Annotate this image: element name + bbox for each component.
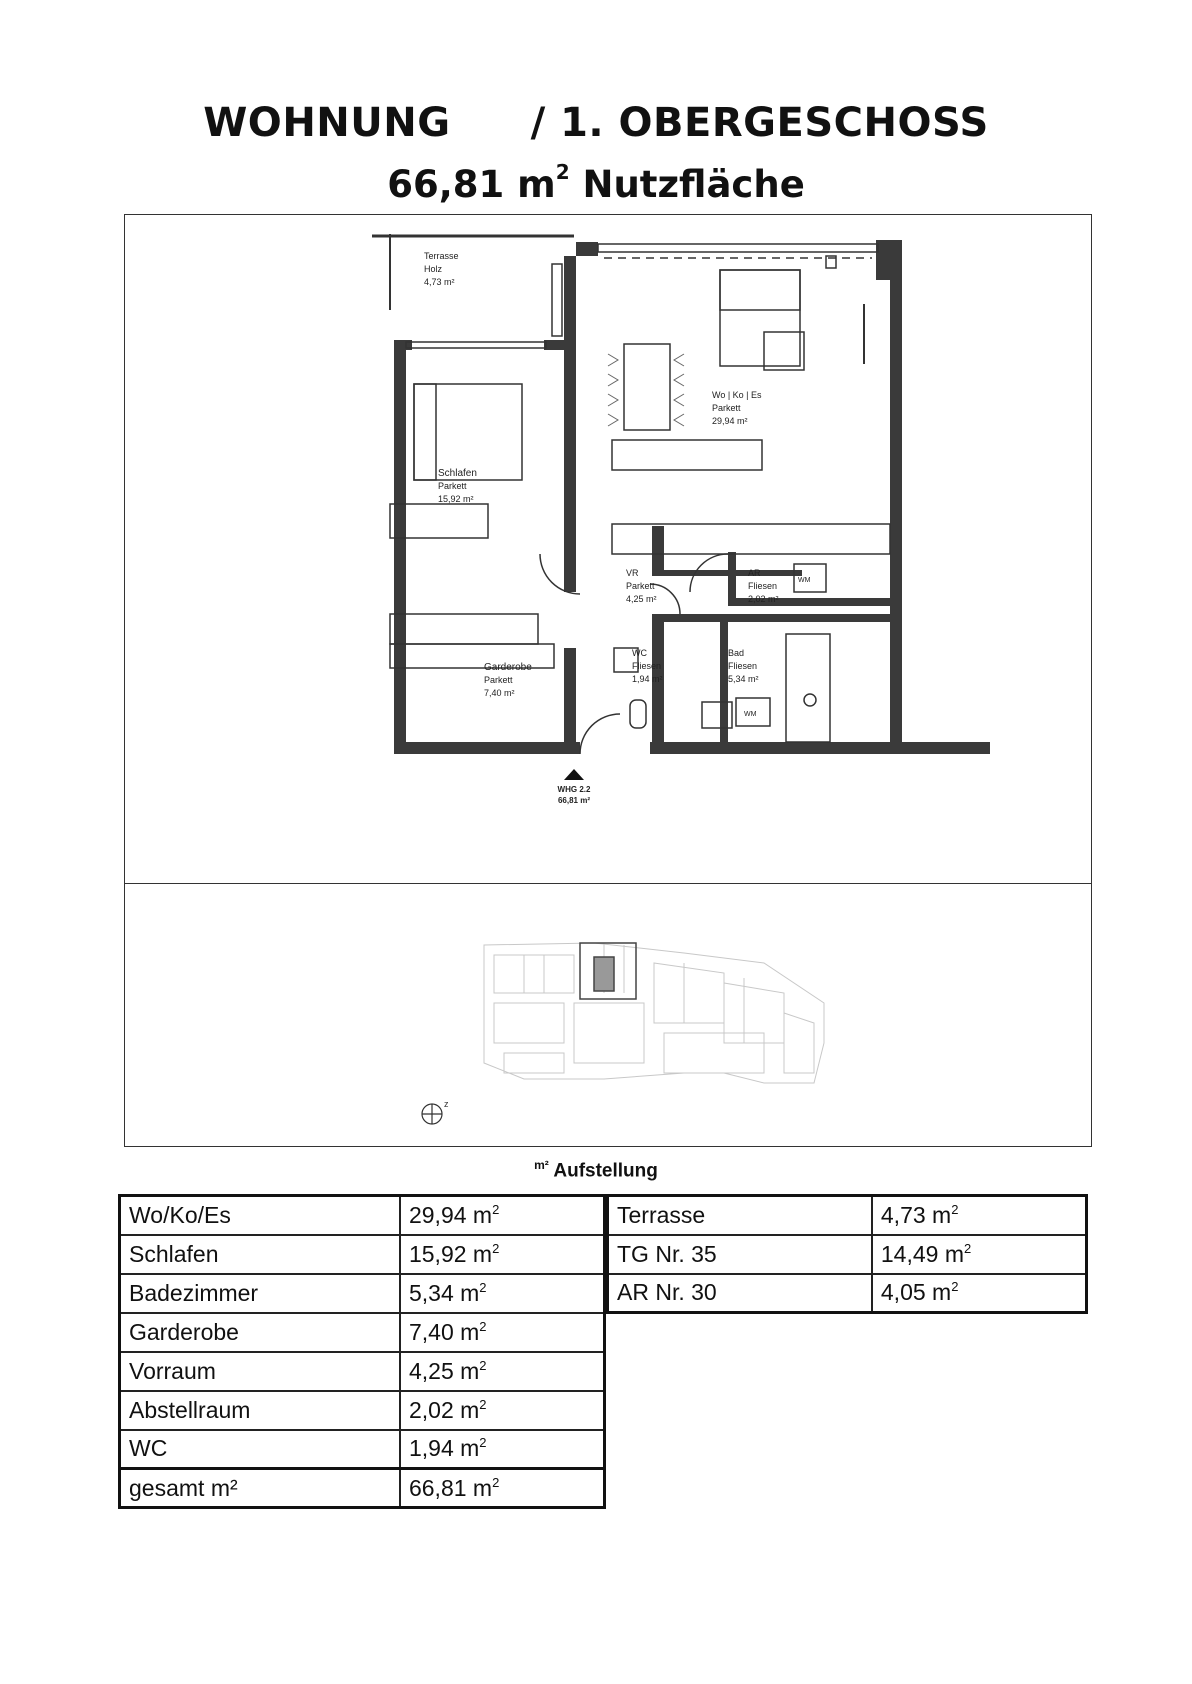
row-value: 14,49 $m^2$ bbox=[872, 1235, 1087, 1274]
room-garderobe-area: 7,40 m² bbox=[484, 688, 515, 698]
room-bad-name: Bad bbox=[728, 648, 745, 658]
aufstellung-heading bbox=[0, 1158, 1192, 1182]
room-garderobe-name: Garderobe bbox=[484, 662, 532, 673]
row-label: Wo/Ko/Es bbox=[120, 1196, 400, 1235]
area-table-right bbox=[606, 1194, 1088, 1314]
kitchen-island bbox=[612, 440, 762, 470]
shower-drain bbox=[804, 694, 816, 706]
wall-south-right bbox=[650, 742, 990, 754]
aufstellung-heading-text: Aufstellung bbox=[553, 1160, 658, 1182]
wm-label-bad: WM bbox=[744, 711, 757, 718]
room-wokoes-area: 29,94 m² bbox=[712, 416, 748, 426]
row-label: Abstellraum bbox=[120, 1391, 400, 1430]
unit-area: 66,81 m² bbox=[557, 796, 591, 805]
title-geschoss: / 1. OBERGESCHOSS bbox=[530, 100, 989, 146]
table-row bbox=[120, 1352, 605, 1391]
armchair bbox=[764, 332, 804, 370]
bed bbox=[414, 384, 522, 480]
row-label: Terrasse bbox=[608, 1196, 872, 1235]
wall-center bbox=[564, 256, 576, 592]
wall-ar-west bbox=[728, 552, 736, 604]
table-row bbox=[120, 1430, 605, 1469]
total-row bbox=[120, 1469, 605, 1508]
wall-wc-west bbox=[652, 616, 664, 752]
dining-table bbox=[624, 344, 670, 430]
row-label: Badezimmer bbox=[120, 1274, 400, 1313]
table-row bbox=[120, 1196, 605, 1235]
area-value: 66,81 m bbox=[387, 163, 556, 206]
site-plan-drawing bbox=[124, 883, 1092, 1147]
room-garderobe-floor: Parkett bbox=[484, 675, 513, 685]
chairs-left bbox=[608, 354, 618, 426]
area-sup: 2 bbox=[555, 160, 570, 184]
room-bad-area: 5,34 m² bbox=[728, 674, 759, 684]
sofa bbox=[720, 270, 800, 366]
bed-head bbox=[414, 384, 436, 480]
toilet bbox=[630, 700, 646, 728]
page-title bbox=[0, 100, 1192, 146]
row-label: Schlafen bbox=[120, 1235, 400, 1274]
sofa-back bbox=[720, 270, 800, 310]
wall-west bbox=[394, 344, 406, 752]
room-ar-name: AR bbox=[748, 568, 761, 578]
room-schlafen-area: 15,92 m² bbox=[438, 494, 474, 504]
room-vr-floor: Parkett bbox=[626, 581, 655, 591]
title-wohnung: WOHNUNG bbox=[203, 100, 451, 146]
table-row bbox=[120, 1313, 605, 1352]
row-value: 4,25 $m^2$ bbox=[400, 1352, 605, 1391]
table-row bbox=[608, 1274, 1087, 1313]
room-wc-name: WC bbox=[632, 648, 647, 658]
table-row bbox=[120, 1391, 605, 1430]
wall-south-left bbox=[394, 742, 580, 754]
row-value: 7,40 $m^2$ bbox=[400, 1313, 605, 1352]
wardrobe-flur bbox=[390, 614, 538, 644]
wall-bathroom-north bbox=[652, 614, 890, 622]
table-row bbox=[120, 1235, 605, 1274]
shower bbox=[786, 634, 830, 742]
table-row bbox=[608, 1196, 1087, 1235]
row-value: 4,73 $m^2$ bbox=[872, 1196, 1087, 1235]
site-plan-highlight bbox=[580, 943, 636, 999]
table-row bbox=[608, 1235, 1087, 1274]
room-ar-floor: Fliesen bbox=[748, 581, 778, 591]
row-label: WC bbox=[120, 1430, 400, 1469]
room-bad-floor: Fliesen bbox=[728, 661, 758, 671]
room-ar-area: 2,02 m² bbox=[748, 594, 779, 604]
north-label: z bbox=[444, 1099, 449, 1109]
wm-label-ar: WM bbox=[798, 577, 811, 584]
row-value: 15,92 $m^2$ bbox=[400, 1235, 605, 1274]
wall-east bbox=[890, 252, 902, 754]
room-terrasse-floor: Holz bbox=[424, 264, 443, 274]
row-label: Garderobe bbox=[120, 1313, 400, 1352]
window-living bbox=[598, 244, 878, 252]
aufstellung-heading-sup: m² bbox=[534, 1158, 549, 1172]
total-label: gesamt m² bbox=[120, 1469, 400, 1508]
room-vr-name: VR bbox=[626, 568, 639, 578]
room-vr-area: 4,25 m² bbox=[626, 594, 657, 604]
row-label: TG Nr. 35 bbox=[608, 1235, 872, 1274]
room-wokoes-floor: Parkett bbox=[712, 403, 741, 413]
row-value: 2,02 $m^2$ bbox=[400, 1391, 605, 1430]
door-entry bbox=[580, 714, 620, 754]
chairs-right bbox=[674, 354, 684, 426]
row-label: Vorraum bbox=[120, 1352, 400, 1391]
room-schlafen-name: Schlafen bbox=[438, 468, 477, 479]
room-schlafen-floor: Parkett bbox=[438, 481, 467, 491]
floorplan-drawing bbox=[124, 214, 1092, 884]
north-arrow-icon bbox=[422, 1104, 442, 1124]
wall-terrace-base bbox=[544, 340, 576, 350]
total-value: 66,81 $m^2$ bbox=[400, 1469, 605, 1508]
terrace-door bbox=[552, 264, 562, 336]
entry-arrow-icon bbox=[564, 769, 584, 780]
area-subtitle bbox=[0, 160, 1192, 206]
row-value: 29,94 $m^2$ bbox=[400, 1196, 605, 1235]
row-value: 5,34 $m^2$ bbox=[400, 1274, 605, 1313]
room-terrasse-area: 4,73 m² bbox=[424, 277, 455, 287]
area-label: Nutzfläche bbox=[582, 163, 805, 206]
room-terrasse-name: Terrasse bbox=[424, 251, 459, 261]
wall-ne-column bbox=[876, 240, 902, 280]
window-schlafen bbox=[406, 342, 546, 348]
row-label: AR Nr. 30 bbox=[608, 1274, 872, 1313]
table-row bbox=[120, 1274, 605, 1313]
room-wc-floor: Fliesen bbox=[632, 661, 662, 671]
room-wc-area: 1,94 m² bbox=[632, 674, 663, 684]
row-value: 1,94 $m^2$ bbox=[400, 1430, 605, 1469]
area-table-left bbox=[118, 1194, 606, 1509]
row-value: 4,05 $m^2$ bbox=[872, 1274, 1087, 1313]
site-plan-building bbox=[484, 943, 824, 1083]
room-wokoes-name: Wo | Ko | Es bbox=[712, 390, 762, 400]
wall-wc-bad bbox=[720, 614, 728, 752]
wall-vr-west bbox=[652, 526, 664, 576]
wall-counter bbox=[652, 570, 802, 576]
wall-north-stub bbox=[576, 242, 598, 256]
unit-label: WHG 2.2 bbox=[557, 785, 591, 794]
wall-center-lower bbox=[564, 648, 576, 752]
